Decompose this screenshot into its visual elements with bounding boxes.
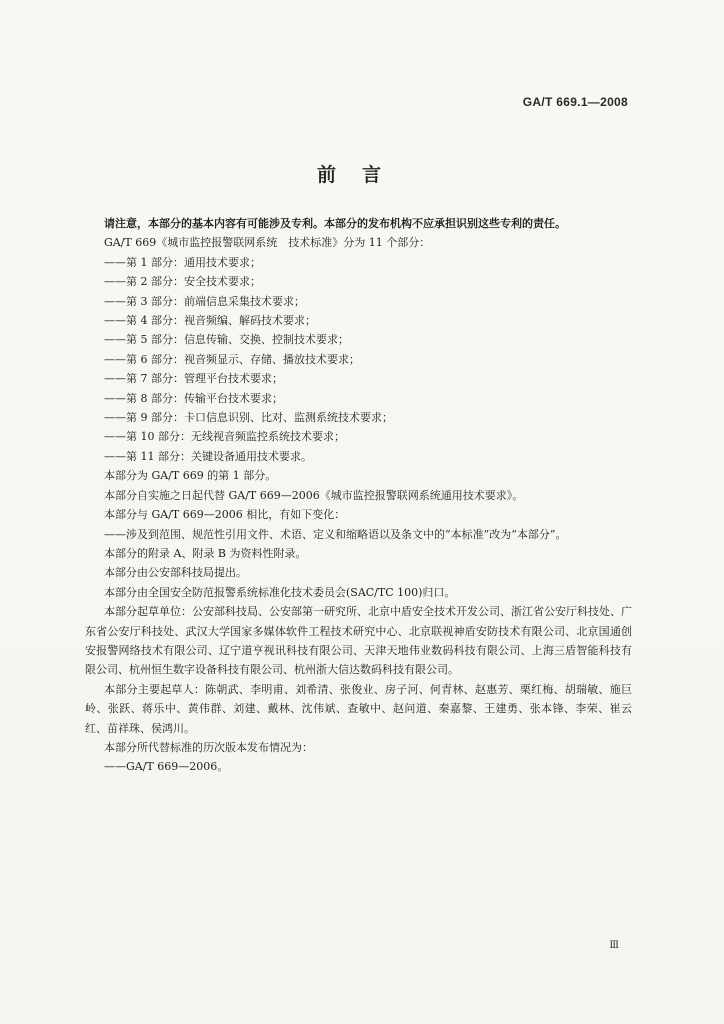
- list-item: ——第 11 部分：关键设备通用技术要求。: [104, 449, 312, 463]
- list-item: ——第 9 部分：卡口信息识别、比对、监测系统技术要求；: [104, 411, 393, 425]
- history-intro: 本部分所代替标准的历次版本发布情况为：: [104, 740, 313, 754]
- patent-notice: 请注意，本部分的基本内容有可能涉及专利。本部分的发布机构不应承担识别这些专利的责任。: [104, 217, 566, 230]
- list-item: ——第 5 部分：信息传输、交换、控制技术要求；: [104, 333, 349, 347]
- page-title: 前言: [316, 164, 407, 186]
- page-number: Ⅲ: [609, 940, 619, 951]
- list-item: ——第 6 部分：视音频显示、存储、播放技术要求；: [104, 352, 360, 366]
- standard-code: GA/T 669.1—2008: [522, 95, 628, 109]
- replaces-statement: 本部分自实施之日起代替 GA/T 669—2006《城市监控报警联网系统通用技术要求》。: [104, 488, 524, 502]
- list-item: ——第 4 部分：视音频编、解码技术要求；: [104, 314, 316, 328]
- drafters: 本部分主要起草人：陈朝武、李明甫、刘希清、张俊业、房子河、何青林、赵惠芳、栗红梅、胡瑞敏、施巨岭、张跃、蒋乐中、黄伟群、刘建、戴林、沈伟斌、查敏中、赵问道、秦嘉黎、王建勇、张本锋、李荣、崔云红、苗祥珠、侯鸿川。: [85, 682, 632, 735]
- centralized-by: 本部分由全国安全防范报警系统标准化技术委员会(SAC/TC 100)归口。: [104, 585, 456, 599]
- parts-list: [104, 253, 632, 466]
- history-item: ——GA/T 669—2006。: [104, 760, 229, 774]
- drafting-units: 本部分起草单位：公安部科技局、公安部第一研究所、北京中盾安全技术开发公司、浙江省公安厅科技处、广东省公安厅科技处、武汉大学国家多媒体软件工程技术研究中心、北京联视神盾安防技术有限公司、北京国通创安报警网络技术有限公司、辽宁道亨视讯科技有限公司、天津天地伟业数码科技有限公司、上海三盾智能科技有限公司、杭州恒生数字设备科技有限公司、杭州浙大信达数码科技有限公司。: [85, 605, 632, 677]
- annexes-statement: 本部分的附录 A、附录 B 为资料性附录。: [104, 546, 307, 560]
- list-item: ——第 8 部分：传输平台技术要求；: [104, 391, 283, 405]
- part1-statement: 本部分为 GA/T 669 的第 1 部分。: [104, 469, 277, 483]
- foreword-body: [85, 214, 632, 777]
- list-item: ——第 1 部分：通用技术要求；: [104, 255, 261, 269]
- changes-intro: 本部分与 GA/T 669—2006 相比，有如下变化：: [104, 508, 346, 522]
- list-item: ——第 3 部分：前端信息采集技术要求；: [104, 294, 305, 308]
- proposed-by: 本部分由公安部科技局提出。: [104, 566, 247, 580]
- changes-item: ——涉及到范围、规范性引用文件、术语、定义和缩略语以及条文中的“本标准”改为“本部分”。: [104, 527, 567, 541]
- list-item: ——第 2 部分：安全技术要求；: [104, 275, 261, 289]
- list-item: ——第 7 部分：管理平台技术要求；: [104, 372, 283, 386]
- intro-paragraph: GA/T 669《城市监控报警联网系统 技术标准》分为 11 个部分：: [104, 236, 431, 250]
- list-item: ——第 10 部分：无线视音频监控系统技术要求；: [104, 430, 345, 444]
